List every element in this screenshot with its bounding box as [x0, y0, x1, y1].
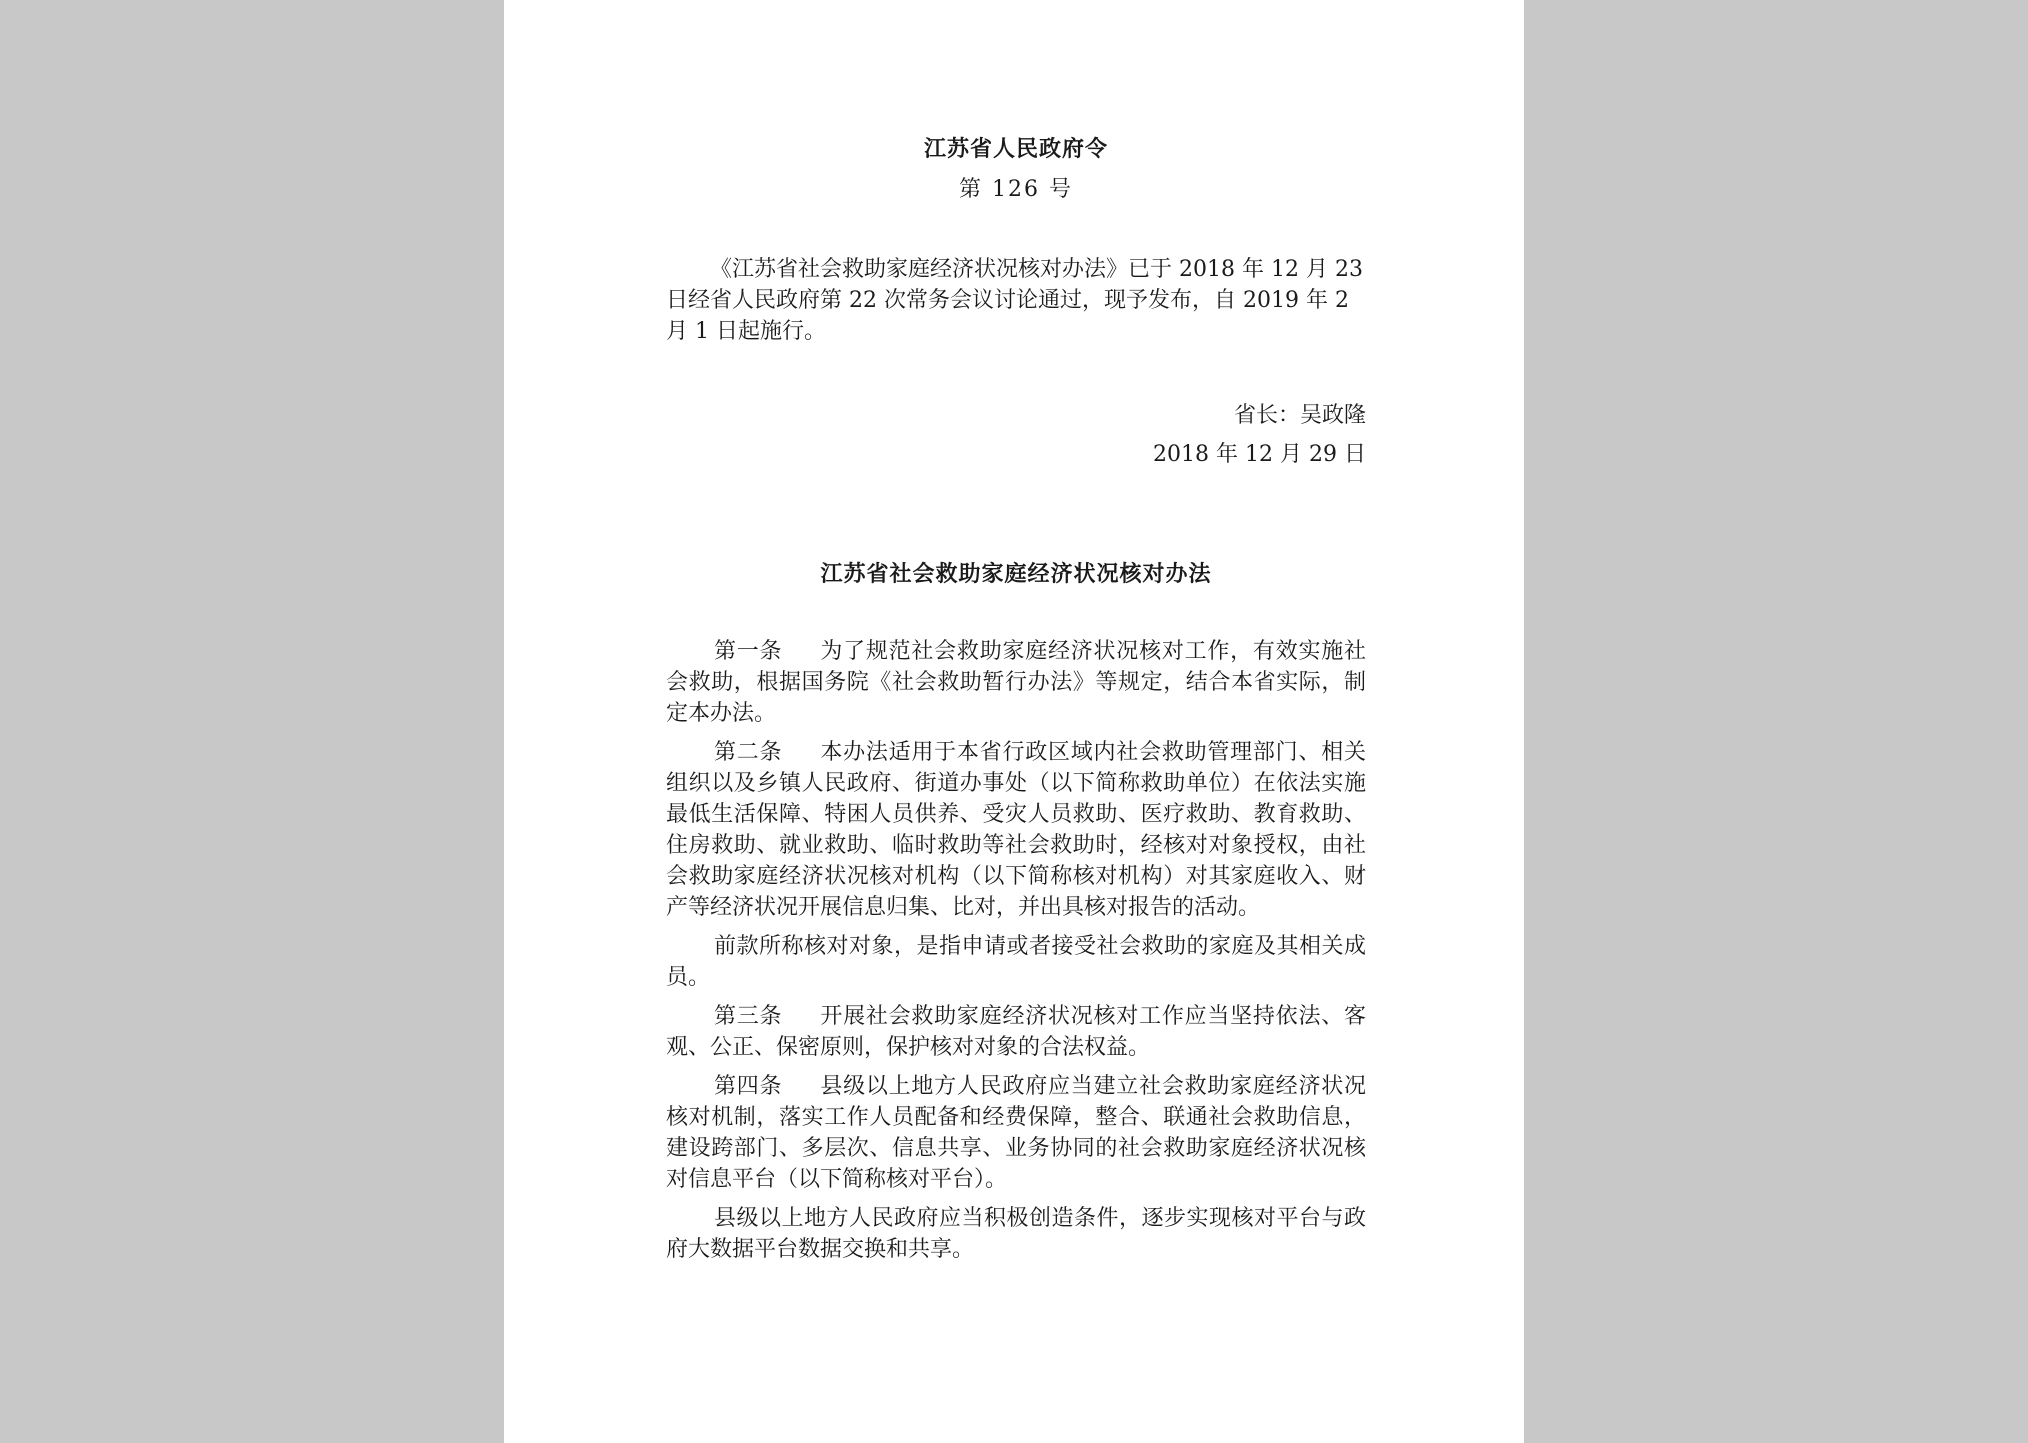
article-number: 第二条	[714, 740, 783, 765]
document-title: 江苏省社会救助家庭经济状况核对办法	[820, 561, 1212, 587]
decree-title: 江苏省人民政府令	[923, 136, 1108, 162]
article-text: 县级以上地方人民政府应当积极创造条件，逐步实现核对平台与政府大数据平台数据交换和共享。	[666, 1206, 1366, 1262]
signer: 省长：吴政隆	[1233, 403, 1366, 428]
article-paragraph	[666, 636, 1366, 729]
article-number: 第三条	[714, 1004, 783, 1029]
article-text: 县级以上地方人民政府应当建立社会救助家庭经济状况核对机制，落实工作人员配备和经费保障，整合、联通社会救助信息，建设跨部门、多层次、信息共享、业务协同的社会救助家庭经济状况核对信息平台（以下简称核对平台）。	[666, 1074, 1366, 1192]
article-text: 为了规范社会救助家庭经济状况核对工作，有效实施社会救助，根据国务院《社会救助暂行办法》等规定，结合本省实际，制定本办法。	[666, 639, 1366, 726]
decree-date: 2018 年 12 月 29 日	[1153, 442, 1366, 467]
article-text: 前款所称核对对象，是指申请或者接受社会救助的家庭及其相关成员。	[666, 934, 1366, 990]
document-page	[504, 0, 1524, 1443]
article-text: 本办法适用于本省行政区域内社会救助管理部门、相关组织以及乡镇人民政府、街道办事处（以下简称救助单位）在依法实施最低生活保障、特困人员供养、受灾人员救助、医疗救助、教育救助、住房救助、就业救助、临时救助等社会救助时，经核对对象授权，由社会救助家庭经济状况核对机构（以下简称核对机构）对其家庭收入、财产等经济状况开展信息归集、比对，并出具核对报告的活动。	[666, 740, 1366, 920]
article-paragraph	[666, 931, 1366, 993]
article-paragraph	[666, 737, 1366, 923]
decree-number: 第 126 号	[959, 177, 1073, 202]
article-paragraph	[666, 1071, 1366, 1195]
decree-body: 《江苏省社会救助家庭经济状况核对办法》已于 2018 年 12 月 23 日经省人民政府第 22 次常务会议讨论通过，现予发布，自 2019 年 2 月 1 日起施行。	[666, 257, 1363, 344]
article-paragraph	[666, 1001, 1366, 1063]
article-text: 开展社会救助家庭经济状况核对工作应当坚持依法、客观、公正、保密原则，保护核对对象的合法权益。	[666, 1004, 1366, 1060]
article-number: 第四条	[714, 1074, 783, 1099]
article-number: 第一条	[714, 639, 783, 664]
article-paragraph	[666, 1203, 1366, 1265]
signature-block	[666, 396, 1366, 474]
article-list	[666, 636, 1366, 1273]
